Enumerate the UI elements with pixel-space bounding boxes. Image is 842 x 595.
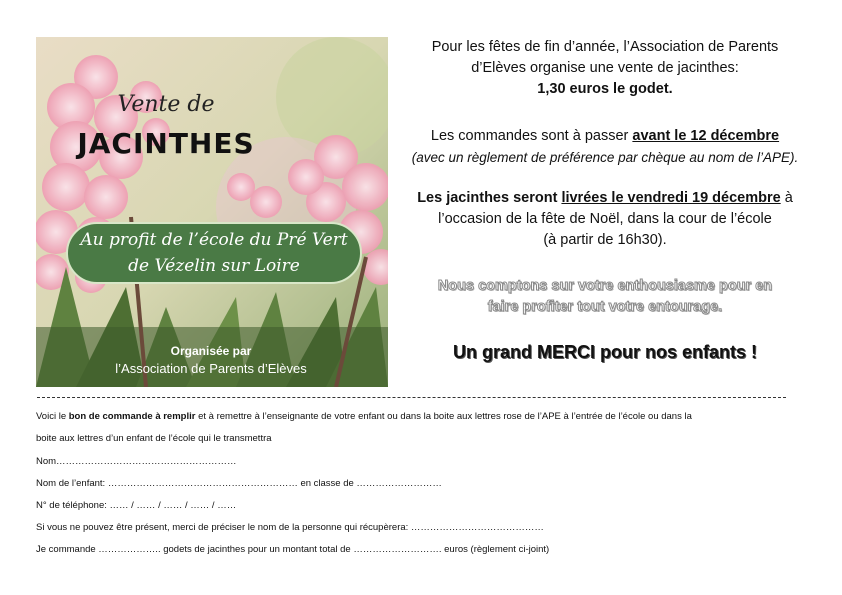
poster-title: JACINTHES [77, 127, 255, 160]
delivery-line-2: l’occasion de la fête de Noël, dans la cour de l’école [438, 211, 772, 227]
banner-line-1: Au profit de l’école du Pré Vert [80, 230, 348, 250]
form-pickup-field: Si vous ne pouvez être présent, merci de préciser le nom de la personne qui récupèrera: …………………………………… [36, 522, 544, 533]
intro-line-1: Pour les fêtes de fin d’année, l’Association de Parents [431, 39, 779, 55]
delivery-paragraph [392, 188, 818, 251]
banner-line-2: de Vézelin sur Loire [128, 256, 300, 276]
form-intro-line-1 [36, 411, 692, 422]
enthusiasm-line-2: faire profiter tout votre entourage. [487, 299, 723, 315]
orders-paragraph [392, 126, 818, 168]
hyacinth-photo [36, 37, 388, 387]
form-intro-line-2: boite aux lettres d’un enfant de l’école qui le transmettra [36, 433, 272, 444]
poster-banner [66, 222, 362, 284]
thanks-text: Un grand MERCI pour nos enfants ! [453, 342, 757, 362]
poster-organised-by: Organisée par [170, 344, 252, 358]
enthusiasm-text [392, 276, 818, 318]
enthusiasm-line-1: Nous comptons sur votre enthousiasme pour en [437, 278, 773, 294]
form-intro-pre: Voici le [36, 411, 67, 422]
delivery-prefix: Les jacinthes seront [417, 190, 558, 206]
price-text: 1,30 euros le godet. [537, 81, 673, 97]
form-intro-post: et à remettre à l’enseignante de votre enfant ou dans la boite aux lettres rose de l’APE à l’entrée de l’école ou dans la [198, 411, 692, 422]
delivery-date: livrées le vendredi 19 décembre [561, 190, 781, 206]
form-intro-bold: bon de commande à remplir [68, 411, 196, 422]
intro-line-2: d’Elèves organise une vente de jacinthes: [471, 60, 739, 76]
orders-note: (avec un règlement de préférence par chèque au nom de l’APE). [411, 150, 799, 165]
delivery-suffix: à [784, 190, 793, 206]
poster-image [36, 37, 388, 387]
form-name-field: Nom………………………………………………… [36, 456, 237, 467]
poster-organiser: l’Association de Parents d’Elèves [115, 361, 307, 376]
form-phone-field: N° de téléphone: …… / …… / …… / …… / …… [36, 500, 237, 511]
orders-deadline: avant le 12 décembre [632, 128, 780, 144]
poster-subtitle: Vente de [117, 92, 215, 117]
intro-paragraph [392, 37, 818, 100]
form-child-field: Nom de l’enfant: …………………………………………………… en classe de ……………………… [36, 478, 442, 489]
orders-prefix: Les commandes sont à passer [430, 128, 629, 144]
cut-line-divider [37, 397, 786, 398]
delivery-line-3: (à partir de 16h30). [543, 232, 667, 248]
form-order-field: Je commande ……………….. godets de jacinthes pour un montant total de ………………………. euros (règlement ci-joint) [36, 544, 550, 555]
